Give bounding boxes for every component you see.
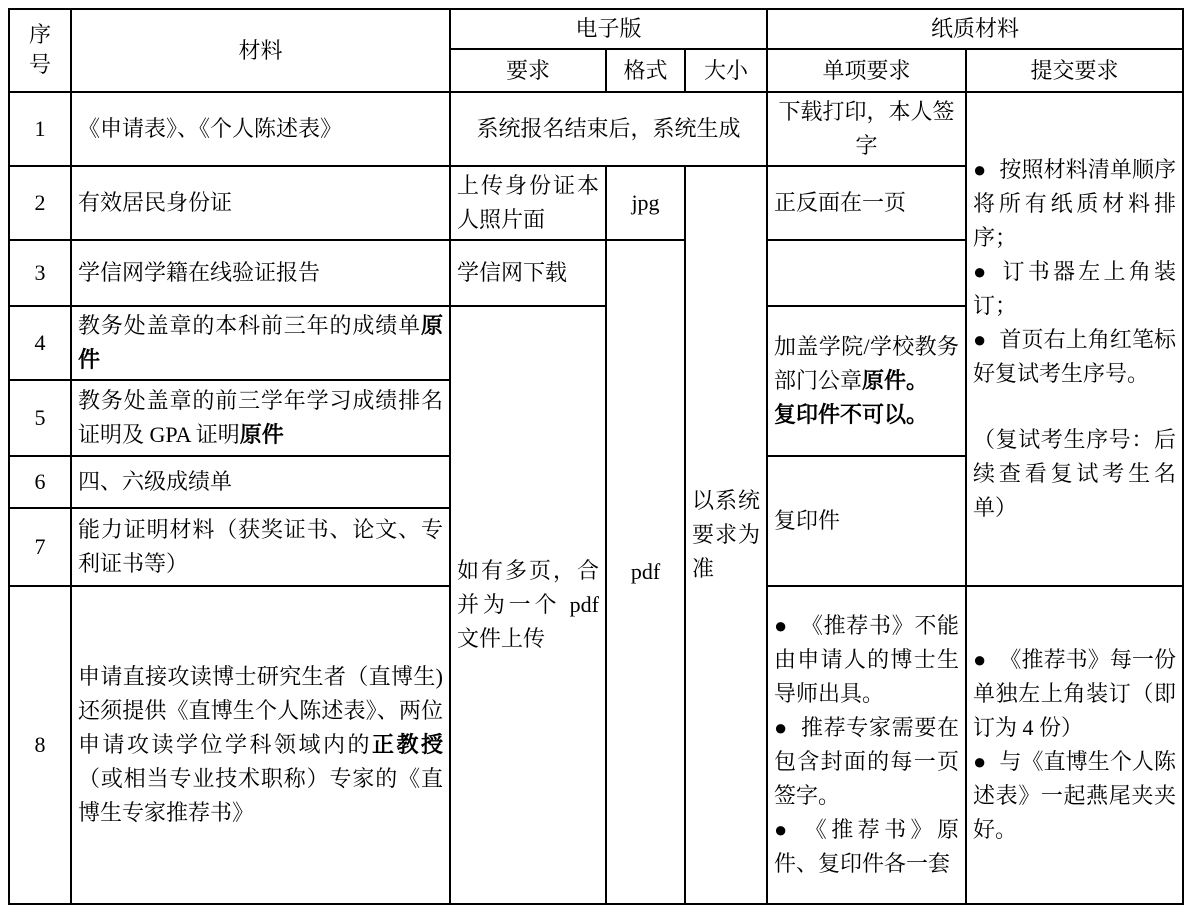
cell-submit-req-8 — [966, 586, 1183, 904]
item-req-8-bullet-2 — [774, 711, 959, 813]
cell-serial-7: 7 — [9, 508, 71, 586]
cell-item-req-rows4-5-merged: 加盖学院/学校教务部门公章原件。 复印件不可以。 — [767, 306, 966, 456]
cell-serial-5: 5 — [9, 380, 71, 456]
submit-req-8-bullet-1 — [973, 643, 1176, 745]
submit-req-bullet-3 — [973, 323, 1176, 391]
cell-requirement-rows4-8-merged: 如有多页，合并为一个 pdf 文件上传 — [450, 306, 606, 904]
cell-material-3: 学信网学籍在线验证报告 — [71, 240, 450, 306]
submit-req-8-bullet-2 — [973, 745, 1176, 847]
cell-item-req-3-empty — [767, 240, 966, 306]
bullet-icon: ● — [774, 613, 788, 638]
bullet-icon: ● — [973, 259, 990, 284]
submit-req-8-bullet-2-text: 与《直博生个人陈述表》一起燕尾夹夹好。 — [973, 749, 1177, 842]
bullet-icon: ● — [973, 647, 987, 672]
item-req-8-bullet-1 — [774, 609, 959, 711]
cell-size-merged: 以系统要求为准 — [685, 166, 767, 904]
header-col-requirement: 要求 — [450, 49, 606, 92]
submit-req-bullet-1 — [973, 153, 1176, 255]
cell-serial-6: 6 — [9, 456, 71, 508]
cell-serial-3: 3 — [9, 240, 71, 306]
cell-item-req-1: 下载打印，本人签字 — [767, 92, 966, 166]
item-req-8-bullet-3-text: 《推荐书》原件、复印件各一套 — [774, 817, 959, 876]
cell-material-6: 四、六级成绩单 — [71, 456, 450, 508]
submit-req-bullet-1-text: 按照材料清单顺序将所有纸质材料排序； — [973, 157, 1177, 250]
header-row-groups — [9, 9, 1183, 49]
header-serial-label: 序号 — [28, 21, 51, 77]
cell-material-8: 申请直接攻读博士研究生者（直博生)还须提供《直博生个人陈述表》、两位申请攻读学位学科领域内的正教授（或相当专业技术职称）专家的《直博生专家推荐书》 — [71, 586, 450, 904]
item-req-8-bullet-2-text: 推荐专家需要在包含封面的每一页签字。 — [774, 715, 959, 808]
cell-requirement-2: 上传身份证本人照片面 — [450, 166, 606, 240]
cell-material-5: 教务处盖章的前三学年学习成绩排名证明及 GPA 证明原件 — [71, 380, 450, 456]
cell-serial-1: 1 — [9, 92, 71, 166]
item-req-8-bullet-1-text: 《推荐书》不能由申请人的博士生导师出具。 — [774, 613, 959, 706]
cell-item-req-rows6-7-merged: 复印件 — [767, 456, 966, 586]
cell-requirement-3: 学信网下载 — [450, 240, 606, 306]
cell-material-1: 《申请表》、《个人陈述表》 — [71, 92, 450, 166]
submit-req-note: （复试考生序号：后续查看复试考生名单） — [973, 427, 1177, 520]
cell-serial-2: 2 — [9, 166, 71, 240]
cell-item-req-2: 正反面在一页 — [767, 166, 966, 240]
bullet-icon: ● — [973, 157, 987, 182]
header-col-size: 大小 — [685, 49, 767, 92]
cell-serial-4: 4 — [9, 306, 71, 380]
header-group-electronic: 电子版 — [450, 9, 767, 49]
bullet-icon: ● — [973, 327, 987, 352]
cell-serial-8: 8 — [9, 586, 71, 904]
bullet-icon: ● — [973, 749, 987, 774]
submit-req-8-bullet-1-text: 《推荐书》每一份单独左上角装订（即订为 4 份） — [973, 647, 1177, 740]
header-col-submit-requirement: 提交要求 — [966, 49, 1183, 92]
submit-req-bullet-3-text: 首页右上角红笔标好复试考生序号。 — [973, 327, 1177, 386]
header-col-format: 格式 — [606, 49, 685, 92]
cell-material-2: 有效居民身份证 — [71, 166, 450, 240]
cell-material-4: 教务处盖章的本科前三年的成绩单原件 — [71, 306, 450, 380]
cell-format-pdf-merged: pdf — [606, 240, 685, 904]
cell-electronic-generated: 系统报名结束后，系统生成 — [450, 92, 767, 166]
materials-table — [8, 8, 1184, 905]
header-col-item-requirement: 单项要求 — [767, 49, 966, 92]
header-col-material: 材料 — [71, 9, 450, 92]
bullet-icon: ● — [774, 817, 792, 842]
submit-req-bullet-2-text: 订书器左上角装订； — [973, 259, 1177, 318]
item-req-8-bullet-3 — [774, 813, 959, 881]
header-col-serial — [9, 9, 71, 92]
header-group-paper: 纸质材料 — [767, 9, 1183, 49]
cell-material-7: 能力证明材料（获奖证书、论文、专利证书等） — [71, 508, 450, 586]
cell-submit-req-rows1-7 — [966, 92, 1183, 586]
cell-item-req-8 — [767, 586, 966, 904]
cell-format-jpg: jpg — [606, 166, 685, 240]
submit-req-bullet-2 — [973, 255, 1176, 323]
table-row-1 — [9, 92, 1183, 166]
bullet-icon: ● — [774, 715, 788, 740]
